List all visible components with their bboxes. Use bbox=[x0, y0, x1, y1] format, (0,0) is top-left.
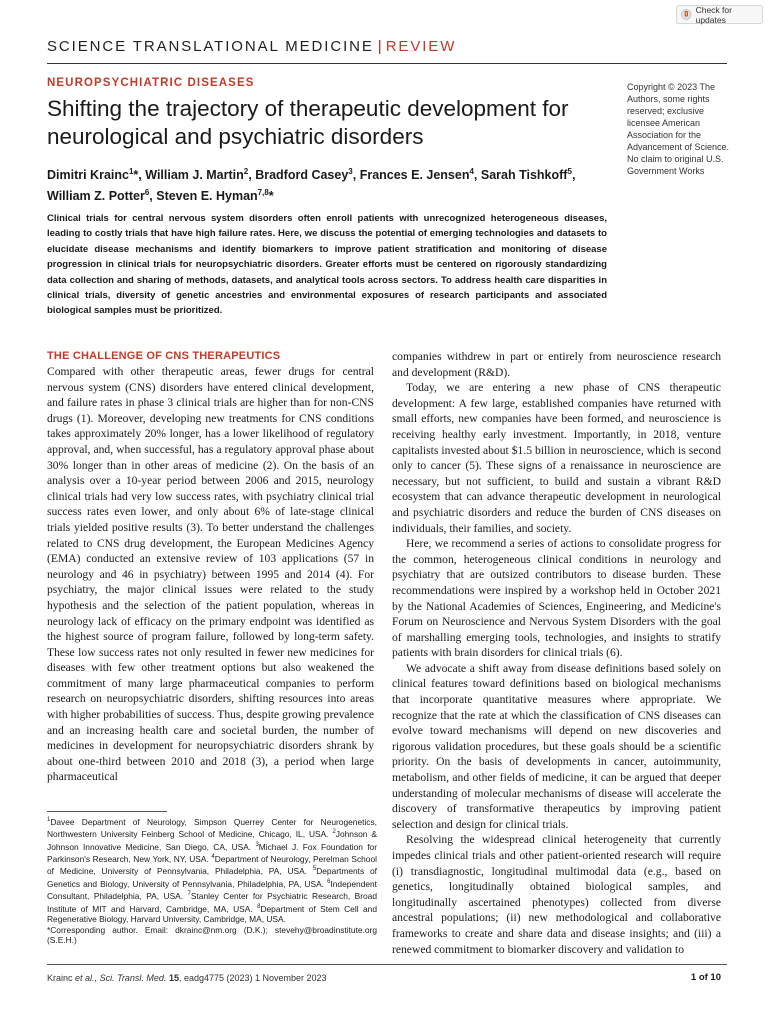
body-paragraph: We advocate a shift away from disease definitions based solely on clinical features toward definitions based on biological mechanisms that incorporate quantitative measures where appropriate. We recognize that the rate at which the classification of CNS diseases can evolve toward mechanisms will depend on new discoveries and rigorous validation procedures, but these goals should be a scientific priority. On the basis of developments in cancer, autoimmunity, metabolism, and other fields of medicine, it can be argued that deeper understanding of molecular mechanisms of disease will accelerate the discovery of transformative therapeutics by improving patient selection and design for clinical trials. bbox=[392, 661, 721, 831]
author-separator: , bbox=[473, 168, 481, 183]
affiliation-text: Department of Stem Cell and Regenerative Biology, Harvard University, Cambridge, MA, USA. bbox=[47, 903, 377, 925]
check-for-updates-button[interactable] bbox=[676, 5, 763, 24]
author-name: William Z. Potter bbox=[47, 189, 145, 204]
footer-volume: 15 bbox=[168, 973, 179, 983]
affiliation-number: 4 bbox=[211, 854, 215, 861]
footer-journal: Sci. Transl. Med. bbox=[99, 973, 167, 983]
affiliation-text: Michael J. Fox Foundation for Parkinson's Research, New York, NY, USA. bbox=[47, 841, 378, 864]
author bbox=[47, 168, 145, 182]
body-column-right bbox=[392, 349, 721, 957]
body-paragraph: Compared with other therapeutic areas, fewer drugs for central nervous system (CNS) disorders have entered clinical development, and failure rates in phase 3 clinical trials are higher than for non-CNS drugs (1). Moreover, developing new treatments for CNS conditions takes approximately 20% longer, has a lower likelihood of regulatory approval, and, when successful, has a regulatory approval phase about 30% longer than in other areas of medicine (2). On the basis of an analysis over a 10-year period between 2006 and 2015, neurology clinical trials had very low success rates, with psychiatry clinical trial success rates even lower, and only about 6% of late-stage clinical trials yielded positive results (3). To better understand the challenges related to CNS drug development, the European Medicines Agency (EMA) conducted an extensive review of 103 applications (57 in neurology and 46 in psychiatry) between 1995 and 2014 (4). For psychiatry, the major clinical issues were related to the study hypothesis and the selection of the patient population, whereas in neurology lack of efficacy on the primary endpoint was identified as the highest source of program failure, followed by long-term safety. These low success rates not only resulted in fewer new medicines for diseases with few other treatment options but also weakened the commitment of many large pharmaceutical companies to perform research on neuropsychiatric disorders, shifting resources into areas with higher probabilities of success. Thus, despite growing prevalence and an increasing health care and societal burden, the number of medicines in development for neuropsychiatric disorders shrank by about one-third between 2010 and 2018 (3), a period when large pharmaceutical bbox=[47, 365, 374, 784]
article-title: Shifting the trajectory of therapeutic development for neurological and psychiatric disorders bbox=[47, 96, 569, 149]
affiliation-text: Independent Consultant, Philadelphia, PA, USA. bbox=[47, 878, 377, 902]
affiliation-list bbox=[47, 817, 377, 924]
author-separator: , bbox=[138, 168, 146, 183]
author-affiliation-number: 3 bbox=[348, 167, 353, 176]
body-paragraph: Here, we recommend a series of actions to consolidate progress for the common, heterogeneous clinical conditions in neurology and psychiatry that are outsized contributors to disease burden. These recommendations were inspired by a workshop held in October 2021 by the National Academies of Sciences, Engineering, and Medicine's Forum on Neuroscience and Nervous System Disorders with the goal of marshalling emerging tools, technologies, and insights to stratify patients with brain disorders for clinical trials (6). bbox=[392, 537, 721, 660]
journal-name: SCIENCE TRANSLATIONAL MEDICINE bbox=[47, 38, 374, 55]
body-column-left bbox=[47, 350, 374, 785]
footer-rule bbox=[47, 964, 727, 965]
author-affiliation-number: 4 bbox=[469, 167, 474, 176]
affiliation-number: 6 bbox=[327, 878, 331, 885]
affiliation-text: Departments of Genetics and Biology, University of Pennsylvania, Philadelphia, PA, USA. bbox=[47, 866, 377, 889]
body-paragraph: companies withdrew in part or entirely from neuroscience research and development (R&D). bbox=[392, 350, 721, 379]
category-label: NEUROPSYCHIATRIC DISEASES bbox=[47, 77, 255, 89]
author-affiliation-number: 2 bbox=[243, 167, 249, 176]
affiliation-number: 2 bbox=[332, 829, 336, 836]
affiliation-number: 3 bbox=[255, 841, 259, 848]
corresponding-author-note: *Corresponding author. Email: dkrainc@nm.org (D.K.); stevehy@broadinstitute.org (S.E.H.) bbox=[47, 924, 377, 946]
journal-header bbox=[47, 38, 727, 55]
author-name: Steven E. Hyman bbox=[156, 189, 258, 204]
author-affiliation-number: 7,8 bbox=[257, 188, 269, 198]
affiliation-text: Johnson & Johnson Innovative Medicine, San Diego, CA, USA. bbox=[47, 829, 377, 852]
author-separator: , bbox=[149, 189, 157, 204]
footer-etal: et al., bbox=[75, 973, 98, 983]
author bbox=[360, 168, 481, 182]
author-separator: , bbox=[352, 168, 360, 183]
corresponding-author-mark: * bbox=[133, 168, 139, 183]
affiliation-number: 8 bbox=[257, 903, 261, 910]
footer-authors: Krainc bbox=[47, 973, 73, 983]
author bbox=[47, 189, 156, 203]
author-list bbox=[47, 163, 607, 205]
copyright-notice: Copyright © 2023 The Authors, some rights reserved; exclusive licensee American Association for the Advancement of Science. No claim to original U.S. Government Works bbox=[627, 82, 730, 176]
affiliation-text: Davee Department of Neurology, Simpson Querrey Center for Neurogenetics, Northwestern University Feinberg School of Medicine, Chicago, IL, USA. bbox=[47, 816, 377, 840]
check-for-updates-icon bbox=[681, 9, 692, 20]
author-separator: , bbox=[571, 168, 576, 183]
author-name: Frances E. Jensen bbox=[359, 168, 470, 183]
header-rule bbox=[47, 63, 727, 64]
affiliation-number: 7 bbox=[187, 891, 191, 898]
author-name: William J. Martin bbox=[145, 168, 244, 183]
author-affiliation-number: 1 bbox=[128, 167, 134, 176]
author-affiliation-number: 5 bbox=[567, 167, 572, 176]
author bbox=[255, 168, 360, 182]
corresponding-author-mark: * bbox=[268, 189, 274, 204]
footnote-rule bbox=[47, 811, 167, 812]
header-separator: | bbox=[377, 38, 382, 55]
affiliation-text: Department of Neurology, Perelman School of Medicine, University of Pennsylvania, Philadelphia, PA, USA. bbox=[47, 853, 377, 877]
affiliation-footnotes bbox=[47, 815, 377, 946]
affiliation-text: Stanley Center for Psychiatric Research, Broad Institute of MIT and Harvard, Cambridge, MA, USA. bbox=[47, 891, 377, 914]
page-number: 1 of 10 bbox=[690, 972, 721, 983]
affiliation-number: 1 bbox=[47, 817, 51, 823]
affiliation-number: 5 bbox=[312, 866, 317, 873]
author-name: Sarah Tishkoff bbox=[480, 168, 568, 183]
author bbox=[145, 168, 255, 182]
footer-rest: , eadg4775 (2023) 1 November 2023 bbox=[178, 973, 327, 983]
section-label: REVIEW bbox=[385, 38, 457, 55]
author-name: Dimitri Krainc bbox=[47, 168, 129, 183]
section-heading: THE CHALLENGE OF CNS THERAPEUTICS bbox=[47, 350, 281, 362]
author-separator: , bbox=[248, 168, 256, 183]
author bbox=[481, 168, 576, 182]
footer-citation bbox=[47, 973, 327, 983]
abstract: Clinical trials for central nervous system disorders often enroll patients with unrecognized heterogeneous diseases, leading to costly trials that have high failure rates. Here, we discuss the potential of emerging technologies and datasets to elucidate disease mechanisms and identify biomarkers to improve patient stratification and monitoring of disease progression in clinical trials for neuropsychiatric disorders. Greater efforts must be centered on rigorously standardizing data collection and sharing of methods, datasets, and analytical tools across sectors. To address health care disparities in clinical trials, diversity of genetic ancestries and environmental exposures of research participants and associated biological samples must be prioritized. bbox=[47, 213, 607, 317]
check-for-updates-label: Check for updates bbox=[695, 4, 732, 25]
author bbox=[156, 189, 273, 203]
body-paragraph: Resolving the widespread clinical heterogeneity that currently impedes clinical trials and other patient-oriented research will require (i) transdiagnostic, longitudinal multimodal data (e.g., based on genetics, longitudinally obtained biological samples, and longitudinally ascertained phenotypes) collected from diverse ancestral populations; (ii) new methodological and collaborative frameworks to create and share data and disease insights; and (iii) a renewed commitment to biomarker discovery and validation to bbox=[392, 833, 721, 956]
body-paragraph: Today, we are entering a new phase of CNS therapeutic development: A few large, established companies have returned with small efforts, new companies have been formed, and neuroscience is receiving healthy early investment. Importantly, in 2018, venture capitalists invested about $1.5 billion in neuroscience, which is second only to cancer (5). These signs of a renaissance in neuroscience are necessary, but not sufficient, to build and sustain a vibrant R&D ecosystem that can advance therapeutic development in neurological and psychiatric disorders and reduce the burden of CNS diseases on individuals, their families, and society. bbox=[392, 381, 721, 535]
author-name: Bradford Casey bbox=[255, 168, 349, 183]
author-affiliation-number: 6 bbox=[144, 188, 150, 198]
